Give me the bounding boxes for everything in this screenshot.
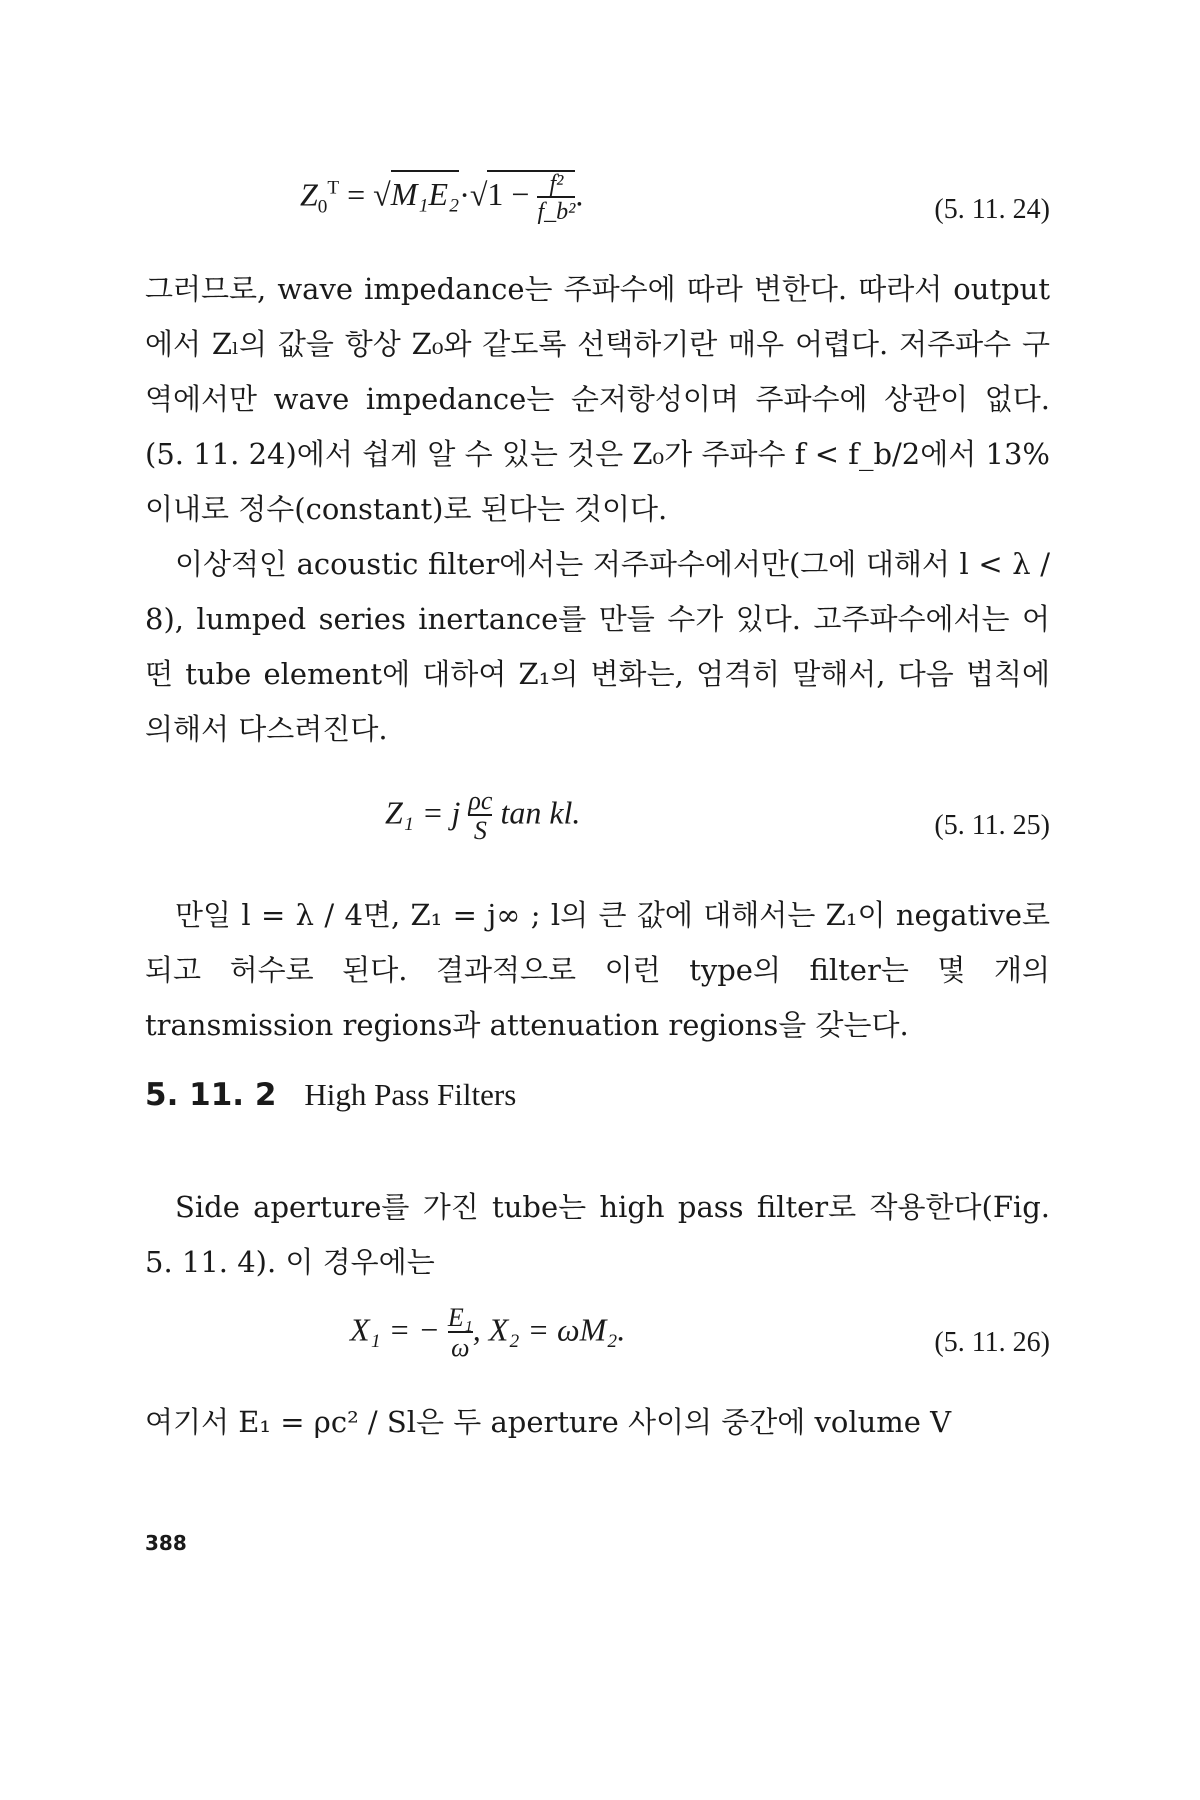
section-heading	[145, 1077, 516, 1113]
paragraph-volume: 여기서 E₁ = ρc² / Sl은 두 aperture 사이의 중간에 volume V	[145, 1405, 952, 1439]
equation-24-fraction: $\frac{\text{f²}}{\text{f\_b²}}$	[537, 171, 576, 225]
equation-5-11-25	[145, 788, 1050, 868]
equation-5-11-26	[145, 1305, 1050, 1385]
equation-number: (5. 11. 24)	[934, 194, 1050, 225]
equation-5-11-24	[145, 172, 1050, 252]
section-number: 5. 11. 2	[145, 1077, 277, 1113]
page-number: 388	[145, 1531, 187, 1555]
equation-26-body: X₁ = − $\frac{\text{E₁}}{\omega}$ , X₂ = ωM₂.	[350, 1303, 626, 1362]
section-title: High Pass Filters	[304, 1077, 517, 1112]
paragraph-acoustic-filter: 이상적인 acoustic filter에서는 저주파수에서만(그에 대해서 l < λ / 8), lumped series inertance를 만들 수가 있다. 고주파수에서는 어떤 tube element에 대하여 Z₁의 변화는, 엄격히 말해서, 다음 법칙에 의해서 다스려진다.	[145, 547, 1050, 746]
paragraph-quarter-wave: 만일 l = λ / 4면, Z₁ = j∞ ; l의 큰 값에 대해서는 Z₁이 negative로 되고 허수로 된다. 결과적으로 이런 type의 filter는 몇 개의 transmission regions과 attenuation regions을 갖는다.	[145, 898, 1050, 1042]
equation-26-fraction: $\frac{\text{E₁}}{\omega}$	[447, 1303, 473, 1362]
equation-25-fraction: $\frac{\rho c}{S}$	[468, 786, 493, 845]
equation-number: (5. 11. 26)	[934, 1327, 1050, 1358]
paragraph-side-aperture: Side aperture를 가진 tube는 high pass filter로 작용한다(Fig. 5. 11. 4). 이 경우에는	[145, 1190, 1050, 1279]
equation-25-body: Z₁ = j $\frac{\rho c}{S}$ tan kl.	[385, 786, 581, 845]
equation-24-body: $Z_0^T = √M_1E_2\cdot√1$ − $\frac{\text{f²}}{\text{f\_b²}}$ .	[300, 171, 584, 225]
equation-number: (5. 11. 25)	[934, 810, 1050, 841]
paragraph-impedance: 그러므로, wave impedance는 주파수에 따라 변한다. 따라서 output에서 Zₗ의 값을 항상 Z₀와 같도록 선택하기란 매우 어렵다. 저주파수 구역에서만 wave impedance는 순저항성이며 주파수에 상관이 없다. (5. 11. 24)에서 쉽게 알 수 있는 것은 Z₀가 주파수 f < f_b/2에서 13% 이내로 정수(constant)로 된다는 것이다.	[145, 272, 1050, 526]
